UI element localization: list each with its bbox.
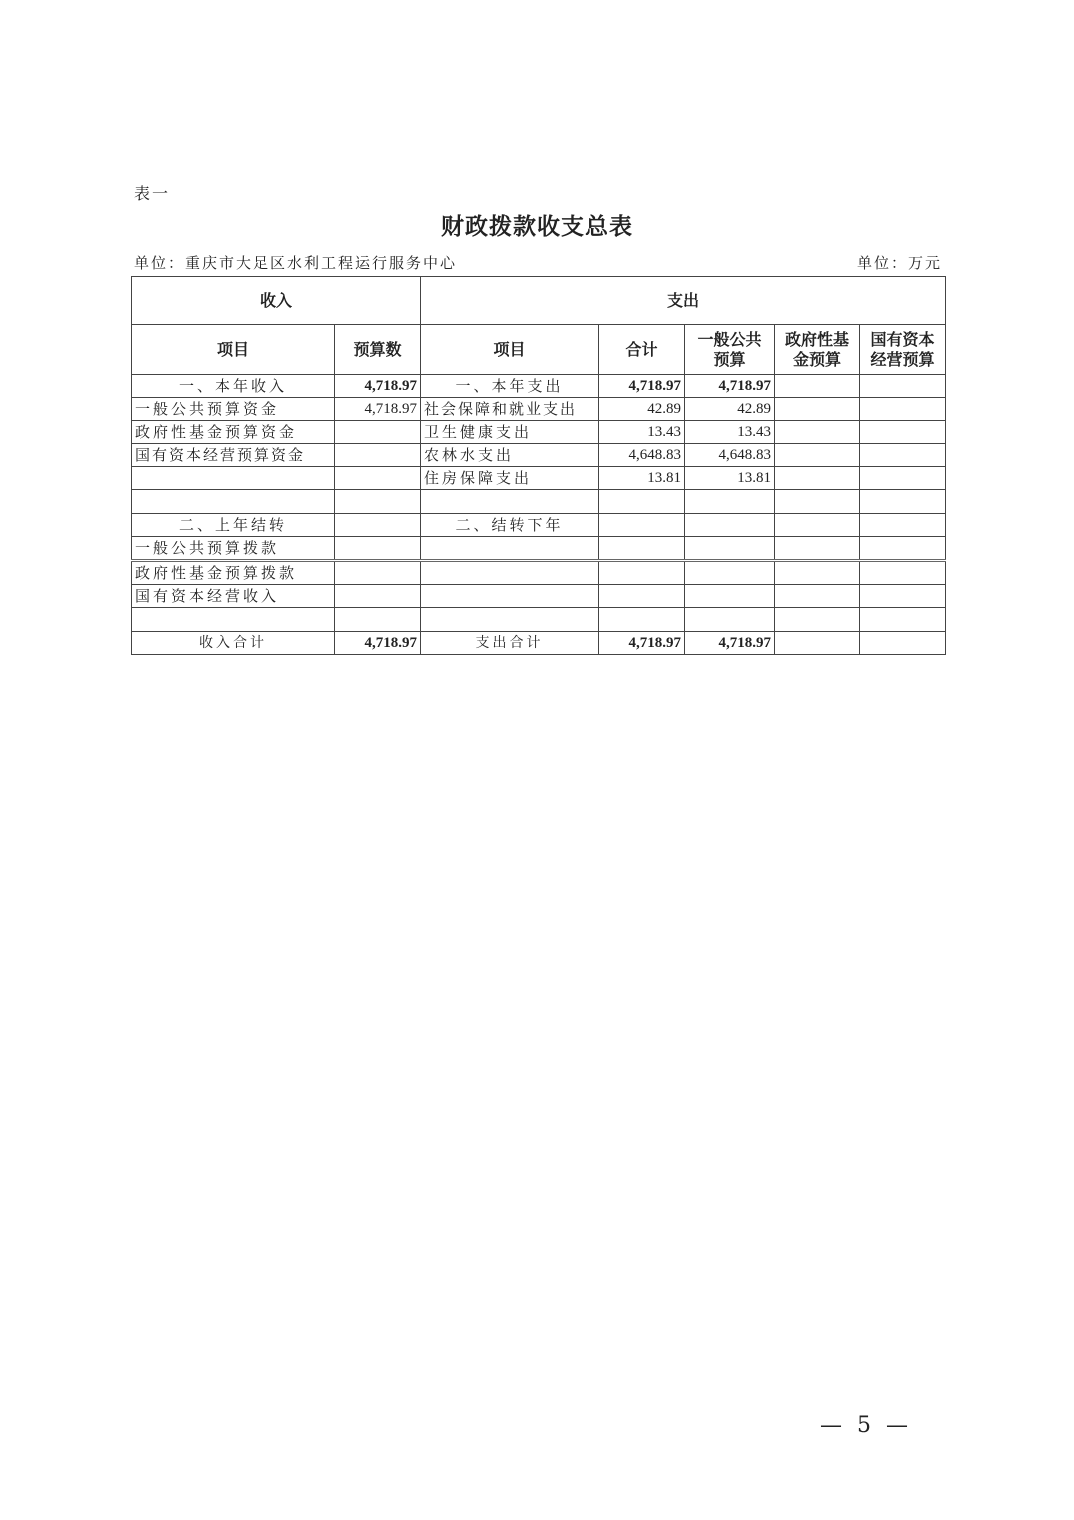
table-row (132, 514, 946, 537)
income-value (335, 514, 421, 537)
expense-state-capital (860, 467, 946, 490)
expense-item (421, 585, 599, 608)
expense-item: 住房保障支出 (421, 467, 599, 490)
income-item: 国有资本经营收入 (132, 585, 335, 608)
table-row (132, 444, 946, 467)
expense-general: 42.89 (685, 398, 775, 421)
income-total-label: 收入合计 (132, 632, 335, 655)
expense-state-capital (860, 585, 946, 608)
expense-total (599, 490, 685, 514)
expense-general: 4,718.97 (685, 375, 775, 398)
table-row (132, 608, 946, 632)
expense-total: 13.81 (599, 467, 685, 490)
expense-state-capital (860, 375, 946, 398)
expense-general (685, 514, 775, 537)
col-expense-item: 项目 (421, 325, 599, 375)
income-item: 一、本年收入 (132, 375, 335, 398)
income-value (335, 490, 421, 514)
income-value: 4,718.97 (335, 375, 421, 398)
income-item (132, 608, 335, 632)
expense-state-capital (860, 421, 946, 444)
finance-summary-table (131, 276, 946, 655)
col-budget: 预算数 (335, 325, 421, 375)
expense-gov-fund (775, 585, 860, 608)
expense-state-capital (860, 537, 946, 561)
section-header-row (132, 277, 946, 325)
expense-total: 4,648.83 (599, 444, 685, 467)
expense-total (599, 514, 685, 537)
expense-gov-fund (775, 561, 860, 585)
expense-header: 支出 (421, 277, 946, 325)
income-value (335, 421, 421, 444)
unit-currency: 单位：万元 (856, 254, 942, 272)
col-general-budget: 一般公共预算 (685, 325, 775, 375)
income-item: 政府性基金预算资金 (132, 421, 335, 444)
expense-item: 二、结转下年 (421, 514, 599, 537)
expense-general: 13.81 (685, 467, 775, 490)
expense-gov-fund (775, 490, 860, 514)
document-title: 财政拨款收支总表 (441, 213, 633, 240)
expense-gov-fund (775, 537, 860, 561)
expense-gov-fund-total (775, 632, 860, 655)
expense-general: 4,648.83 (685, 444, 775, 467)
expense-gov-fund (775, 444, 860, 467)
table-row (132, 398, 946, 421)
income-value (335, 585, 421, 608)
expense-gov-fund (775, 375, 860, 398)
expense-general (685, 561, 775, 585)
expense-total (599, 608, 685, 632)
income-value (335, 561, 421, 585)
expense-item (421, 490, 599, 514)
expense-general (685, 490, 775, 514)
table-row (132, 585, 946, 608)
column-header-row (132, 325, 946, 375)
table-row (132, 537, 946, 561)
expense-general-total: 4,718.97 (685, 632, 775, 655)
expense-item: 一、本年支出 (421, 375, 599, 398)
expense-gov-fund (775, 398, 860, 421)
table-row (132, 421, 946, 444)
expense-state-capital (860, 608, 946, 632)
expense-state-capital (860, 444, 946, 467)
income-item (132, 490, 335, 514)
expense-gov-fund (775, 467, 860, 490)
expense-total: 4,718.97 (599, 375, 685, 398)
expense-item: 社会保障和就业支出 (421, 398, 599, 421)
expense-total-label: 支出合计 (421, 632, 599, 655)
col-state-capital: 国有资本经营预算 (860, 325, 946, 375)
income-value (335, 444, 421, 467)
income-value (335, 537, 421, 561)
table-label: 表一 (134, 184, 171, 203)
table-row (132, 467, 946, 490)
expense-general (685, 608, 775, 632)
page-number: — 5 — (820, 1413, 912, 1438)
expense-general (685, 585, 775, 608)
expense-gov-fund (775, 608, 860, 632)
table-row (132, 375, 946, 398)
income-value (335, 467, 421, 490)
expense-total (599, 537, 685, 561)
income-item: 政府性基金预算拨款 (132, 561, 335, 585)
col-income-item: 项目 (132, 325, 335, 375)
income-header: 收入 (132, 277, 421, 325)
expense-item: 农林水支出 (421, 444, 599, 467)
expense-state-capital (860, 561, 946, 585)
totals-row (132, 632, 946, 655)
expense-state-capital (860, 514, 946, 537)
expense-general: 13.43 (685, 421, 775, 444)
expense-total: 42.89 (599, 398, 685, 421)
expense-total: 13.43 (599, 421, 685, 444)
expense-total (599, 585, 685, 608)
expense-gov-fund (775, 514, 860, 537)
expense-total-value: 4,718.97 (599, 632, 685, 655)
expense-general (685, 537, 775, 561)
income-total-value: 4,718.97 (335, 632, 421, 655)
income-value: 4,718.97 (335, 398, 421, 421)
income-item: 一般公共预算拨款 (132, 537, 335, 561)
income-item: 一般公共预算资金 (132, 398, 335, 421)
expense-state-capital (860, 490, 946, 514)
unit-organization: 单位：重庆市大足区水利工程运行服务中心 (134, 254, 458, 272)
income-item (132, 467, 335, 490)
unit-row (134, 252, 942, 274)
expense-total (599, 561, 685, 585)
table-row (132, 490, 946, 514)
expense-item (421, 561, 599, 585)
expense-item (421, 537, 599, 561)
table-row (132, 561, 946, 585)
col-gov-fund: 政府性基金预算 (775, 325, 860, 375)
col-total: 合计 (599, 325, 685, 375)
expense-state-capital (860, 398, 946, 421)
income-item: 国有资本经营预算资金 (132, 444, 335, 467)
expense-gov-fund (775, 421, 860, 444)
income-value (335, 608, 421, 632)
income-item: 二、上年结转 (132, 514, 335, 537)
expense-state-capital-total (860, 632, 946, 655)
expense-item (421, 608, 599, 632)
expense-item: 卫生健康支出 (421, 421, 599, 444)
